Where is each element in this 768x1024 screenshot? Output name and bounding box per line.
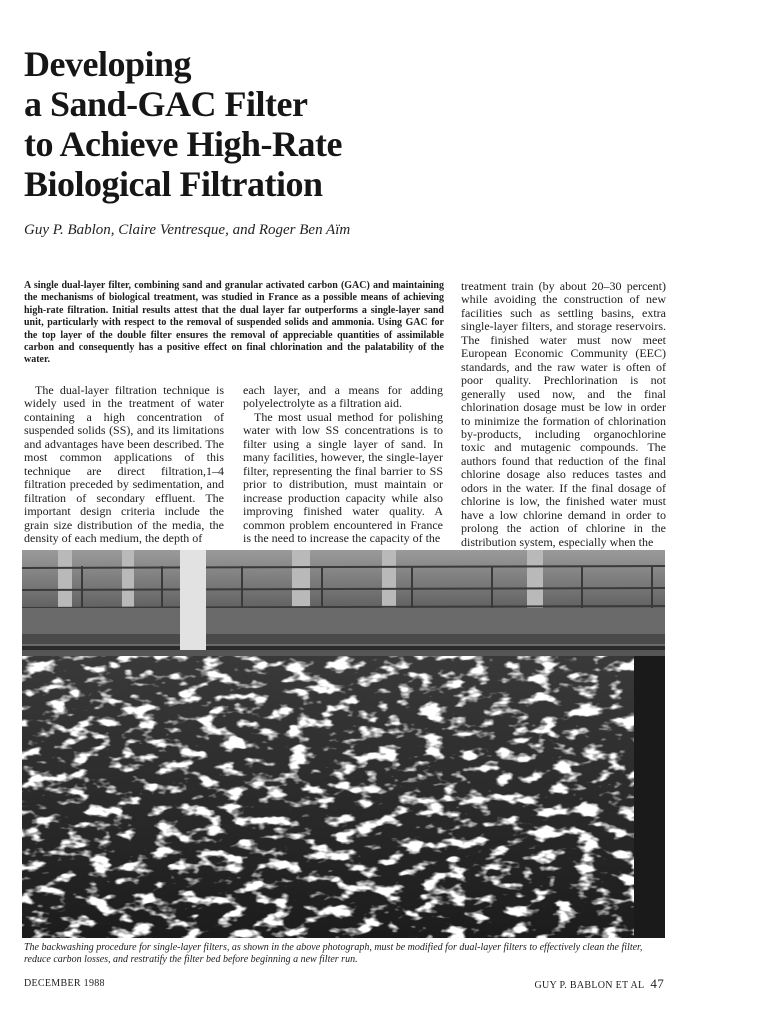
footer-running-head — [535, 976, 664, 992]
footer-date: DECEMBER 1988 — [24, 978, 105, 989]
figure-caption: The backwashing procedure for single-layer filters, as shown in the above photograph, must be modified for dual-layer filters to effectively clean the filter, reduce carbon losses, and restratify the filter bed before beginning a new filter run. — [24, 942, 643, 965]
title-line: Developing — [24, 44, 192, 84]
body-column-3 — [461, 280, 666, 549]
body-paragraph-continued: each layer, and a means for adding polyelectrolyte as a filtration aid. — [243, 383, 443, 411]
filter-backwash-photo — [22, 550, 665, 938]
body-column-2 — [243, 384, 443, 545]
body-paragraph: The most usual method for polishing water with low SS concentrations is to filter using a single layer of sand. In many facilities, however, the single-layer filter, representing the final barrier to SS prior to distribution, must maintain or increase production capacity while also improving finished water quality. A common problem encountered in France is the need to increase the capacity of the — [243, 409, 443, 545]
filter-basin-illustration — [22, 550, 665, 938]
author-byline: Guy P. Bablon, Claire Ventresque, and Roger Ben Aïm — [24, 222, 351, 238]
body-paragraph: The dual-layer filtration technique is widely used in the treatment of water containing a high concentration of suspended solids (SS), and its limitations and advantages have been described. The most common applications of this technique are direct filtration,1–4 filtration preceded by sedimentation, and filtration of secondary effluent. The important design criteria include the grain size distribution of the media, the density of each medium, the depth of — [24, 383, 224, 545]
title-line: Biological Filtration — [24, 164, 323, 204]
body-paragraph-continued: treatment train (by about 20–30 percent) while avoiding the construction of new facilities such as settling basins, extra single-layer filters, and storage reservoirs. The finished water must now meet European Economic Community (EEC) standards, and the raw water is often of poor quality. Prechlorination is not generally used now, and the final chlorination dosage must be low in order to minimize the formation of chlorination by-products, including organochlorine toxic and mutagenic compounds. The authors found that reduction of the final chlorine dosage also reduces tastes and odors in the water. If the final dosage of chlorine is low, the finished water must have a low chlorine demand in order to prolong the action of chlorine in the distribution system, especially when the — [461, 279, 666, 549]
page-number: 47 — [650, 976, 664, 991]
title-line: to Achieve High-Rate — [24, 124, 342, 164]
article-title — [24, 44, 544, 204]
abstract: A single dual-layer filter, combining sand and granular activated carbon (GAC) and maintaining the mechanisms of biological treatment, was studied in France as a possible means of achieving high-rate filtration. Initial results attest that the dual layer far outperforms a single-layer sand unit, particularly with respect to the removal of suspended solids and ammonia. Using GAC for the top layer of the double filter ensures the removal of appreciable quantities of assimilable carbon and consequently has a positive effect on final chlorination and the palatability of the water. — [24, 280, 444, 366]
footer-authors: GUY P. BABLON ET AL — [534, 980, 645, 991]
title-line: a Sand-GAC Filter — [24, 84, 308, 124]
body-column-1 — [24, 384, 224, 545]
